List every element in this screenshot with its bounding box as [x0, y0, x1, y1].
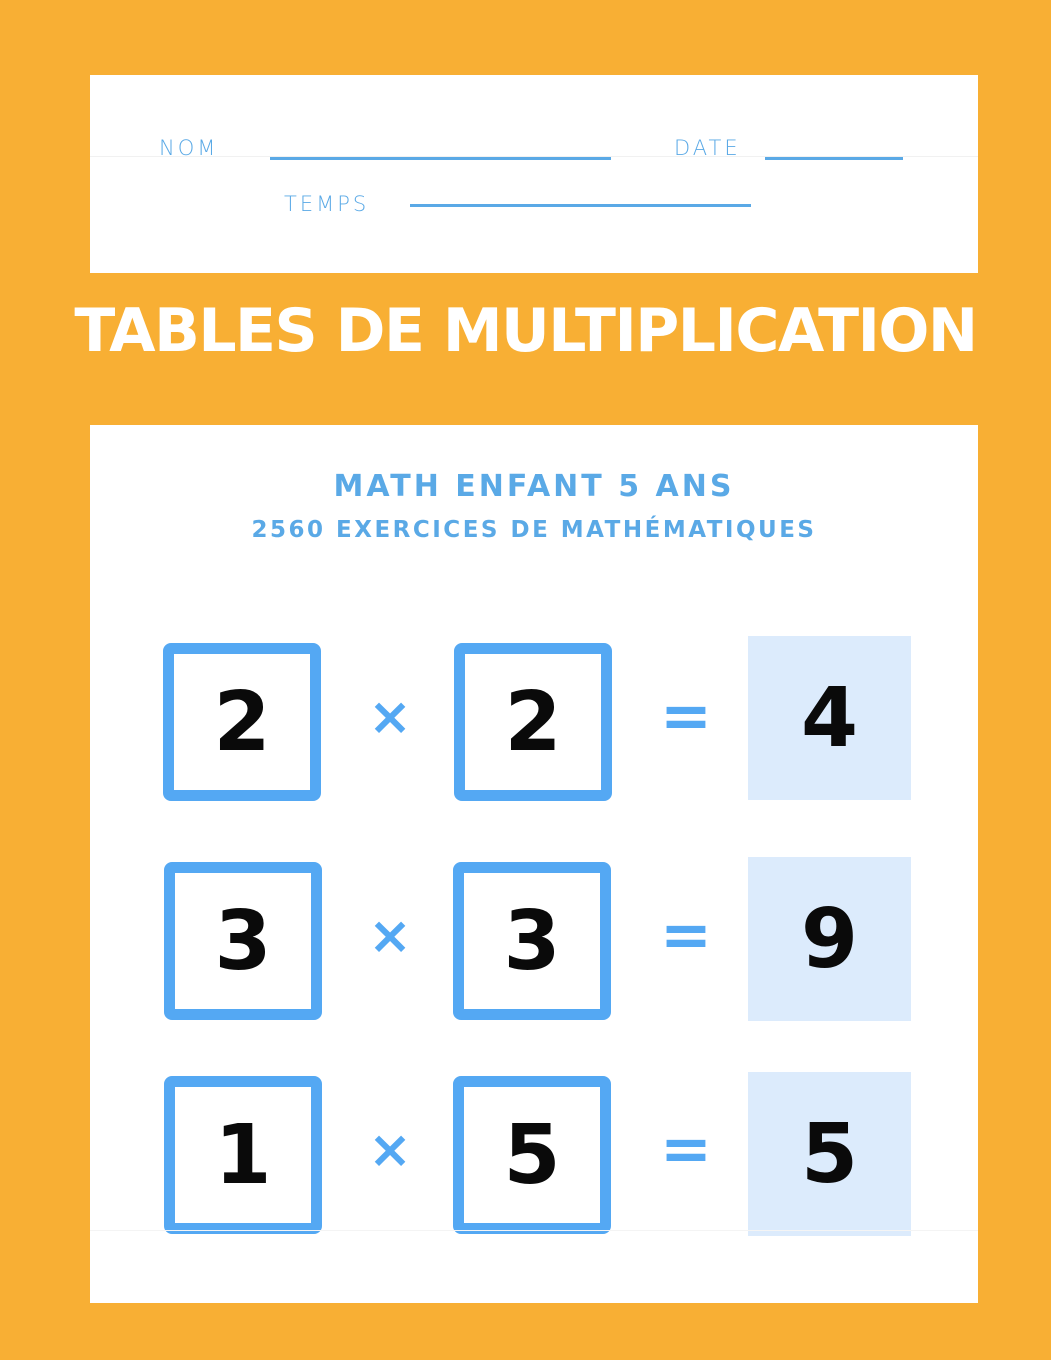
subtitle: MATH ENFANT 5 ANS [333, 469, 735, 504]
time-label: TEMPS [284, 192, 370, 216]
answer-box: 5 [748, 1072, 911, 1236]
operand-a-box: 3 [164, 862, 322, 1020]
exercise-card [90, 425, 978, 1303]
time-field[interactable] [410, 204, 751, 207]
operand-b-box: 2 [454, 643, 612, 801]
name-field[interactable] [270, 157, 611, 160]
header-form-card [90, 75, 978, 273]
answer-box: 4 [748, 636, 911, 800]
date-field[interactable] [765, 157, 903, 160]
operand-a-box: 1 [164, 1076, 322, 1234]
equals-icon: = [660, 1112, 712, 1185]
name-label: NOM [159, 136, 219, 160]
date-label: DATE [674, 136, 741, 160]
page-title: TABLES DE MULTIPLICATION [74, 296, 977, 366]
operand-a-box: 2 [163, 643, 321, 801]
exercise-count: 2560 EXERCICES DE MATHÉMATIQUES [251, 517, 817, 543]
multiply-icon: × [368, 687, 412, 747]
divider [90, 1230, 978, 1231]
equals-icon: = [660, 898, 712, 971]
multiply-icon: × [368, 906, 412, 966]
answer-box: 9 [748, 857, 911, 1021]
operand-b-box: 5 [453, 1076, 611, 1234]
equals-icon: = [660, 679, 712, 752]
operand-b-box: 3 [453, 862, 611, 1020]
multiply-icon: × [368, 1120, 412, 1180]
